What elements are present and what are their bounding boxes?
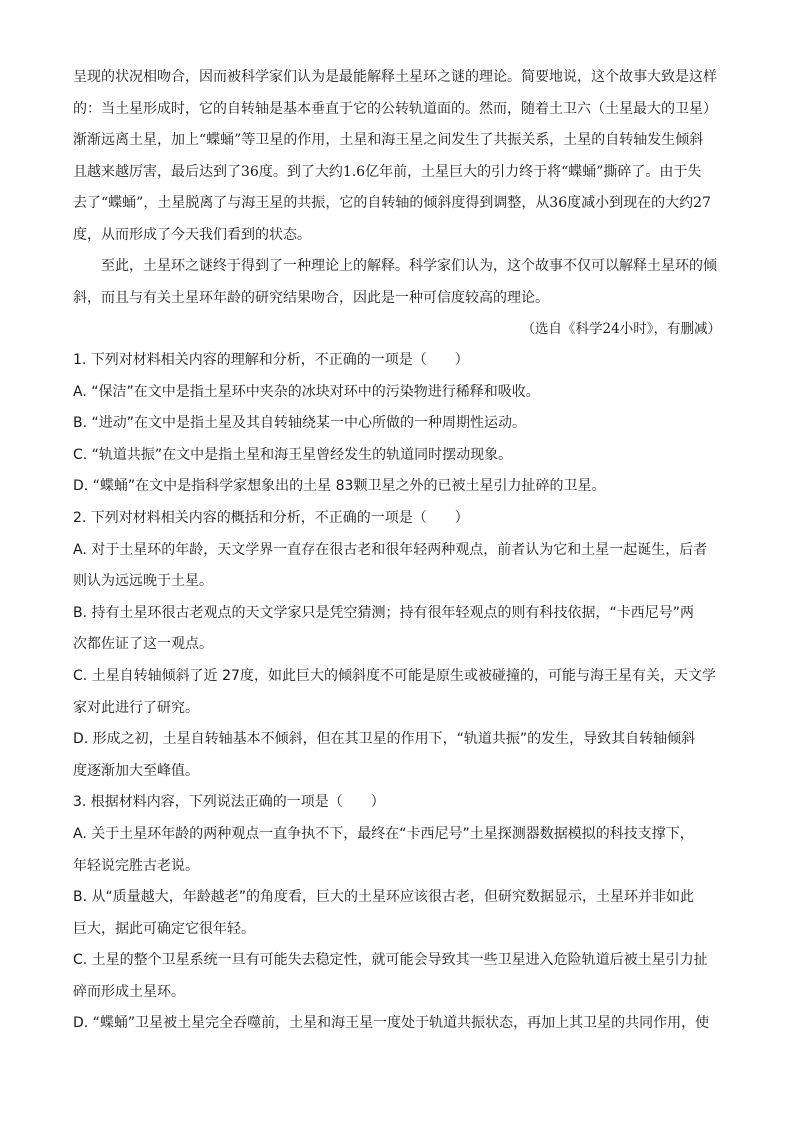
passage-line: 度，从而形成了今天我们看到的状态。 bbox=[73, 226, 311, 243]
question-1 bbox=[73, 345, 721, 503]
passage-paragraph-1 bbox=[73, 62, 721, 251]
option-c: C. 土星的整个卫星系统一旦有可能失去稳定性，就可能会导致其一些卫星进入危险轨道后被土星引力扯 bbox=[73, 952, 708, 969]
passage-line: 斜，而且与有关土星环年龄的研究结果吻合，因此是一种可信度较高的理论。 bbox=[73, 289, 549, 306]
question-2 bbox=[73, 503, 721, 787]
option-b: B. 持有土星环很古老观点的天文学家只是凭空猜测；持有很年轻观点的则有科技依据，“卡西尼号”两 bbox=[73, 604, 695, 621]
option-c: C. “轨道共振”在文中是指土星和海王星曾经发生的轨道同时摆动现象。 bbox=[73, 446, 513, 463]
question-stem: 2. 下列对材料相关内容的概括和分析，不正确的一项是（ ） bbox=[73, 509, 469, 526]
question-stem: 1. 下列对材料相关内容的理解和分析，不正确的一项是（ ） bbox=[73, 352, 469, 368]
option-b-continued: 次都佐证了这一观点。 bbox=[73, 636, 213, 653]
passage-line: 且越来越厉害，最后达到了36度。到了大约1.6亿年前，土星巨大的引力终于将“蝶蛹”撕碎了。由于失 bbox=[73, 163, 702, 180]
option-c-continued: 碎而形成土星环。 bbox=[73, 983, 185, 1000]
passage-line: 渐渐远离土星，加上“蝶蛹”等卫星的作用，土星和海王星之间发生了共振关系，土星的自转轴发生倾斜 bbox=[73, 132, 704, 148]
option-d: D. 形成之初，土星自转轴基本不倾斜，但在其卫星的作用下，“轨道共振”的发生，导致其自转轴倾斜 bbox=[73, 731, 696, 748]
option-b-continued: 巨大，据此可确定它很年轻。 bbox=[73, 920, 255, 937]
question-3 bbox=[73, 787, 721, 1040]
question-stem: 3. 根据材料内容，下列说法正确的一项是（ ） bbox=[73, 794, 385, 811]
option-a: A. 关于土星环年龄的两种观点一直争执不下，最终在“卡西尼号”土星探测器数据模拟的科技支撑下， bbox=[73, 825, 694, 842]
option-a: A. 对于土星环的年龄，天文学界一直存在很古老和很年轻两种观点，前者认为它和土星一起诞生，后者 bbox=[73, 541, 708, 558]
option-a-continued: 则认为远远晚于土星。 bbox=[73, 573, 213, 590]
passage-line: 的：当土星形成时，它的自转轴是基本垂直于它的公转轨道面的。然而，随着土卫六（土星最大的卫星） bbox=[73, 100, 717, 117]
passage-line: 呈现的状况相吻合，因而被科学家们认为是最能解释土星环之谜的理论。简要地说，这个故事大致是这样 bbox=[73, 69, 717, 85]
passage-line: 至此，土星环之谜终于得到了一种理论上的解释。科学家们认为，这个故事不仅可以解释土星环的倾 bbox=[101, 258, 717, 274]
option-c-continued: 家对此进行了研究。 bbox=[73, 699, 199, 716]
option-a-continued: 年轻说完胜古老说。 bbox=[73, 857, 199, 874]
option-a: A. “保洁”在文中是指土星环中夹杂的冰块对环中的污染物进行稀释和吸收。 bbox=[73, 383, 540, 400]
passage-line: 去了“蝶蛹”，土星脱离了与海王星的共振，它的自转轴的倾斜度得到调整，从36度减小到现在的大约27 bbox=[73, 195, 711, 211]
source-citation: （选自《科学24小时》，有删减） bbox=[521, 321, 721, 337]
option-b: B. 从“质量越大，年龄越老”的角度看，巨大的土星环应该很古老，但研究数据显示，土星环并非如此 bbox=[73, 889, 695, 906]
option-c: C. 土星自转轴倾斜了近 27度，如此巨大的倾斜度不可能是原生或被碰撞的，可能与海王星有关，天文学 bbox=[73, 667, 716, 684]
option-d: D. “蝶蛹”卫星被土星完全吞噬前，土星和海王星一度处于轨道共振状态，再加上其卫星的共同作用，使 bbox=[73, 1015, 710, 1032]
option-b: B. “进动”在文中是指土星及其自转轴绕某一中心所做的一种周期性运动。 bbox=[73, 415, 527, 432]
option-d-continued: 度逐渐加大至峰值。 bbox=[73, 762, 199, 779]
option-d: D. “蝶蛹”在文中是指科学家想象出的土星 83颗卫星之外的已被土星引力扯碎的卫星。 bbox=[73, 478, 606, 495]
passage-paragraph-2 bbox=[73, 251, 721, 314]
document-page bbox=[73, 62, 721, 1040]
